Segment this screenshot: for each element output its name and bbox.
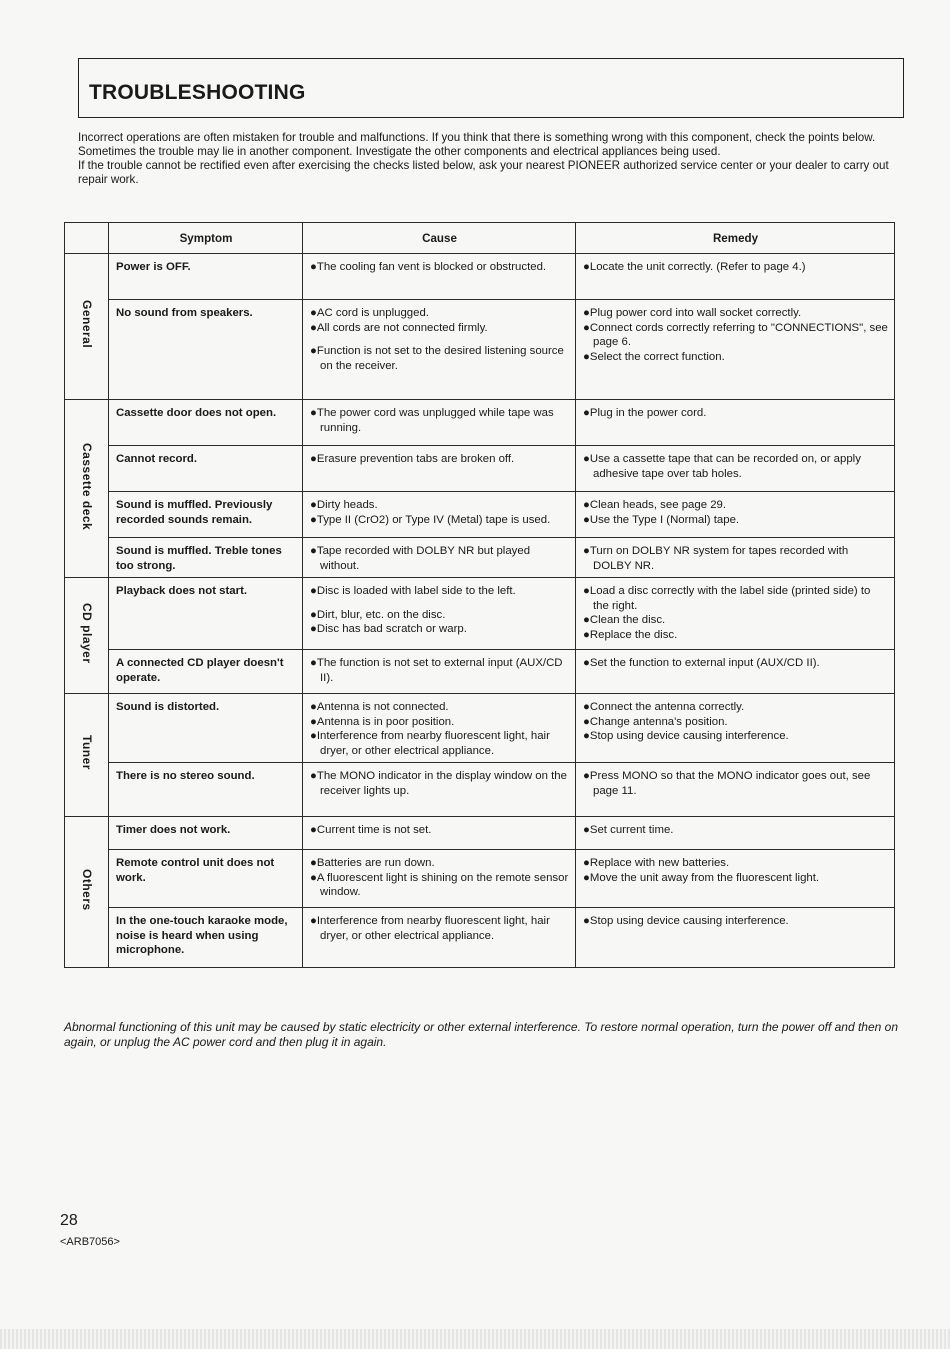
category-cell xyxy=(65,400,109,578)
cause-item: ●Disc has bad scratch or warp. xyxy=(310,623,467,635)
remedy-cell xyxy=(576,300,895,400)
table-row xyxy=(65,694,895,763)
remedy-item: ●Stop using device causing interference. xyxy=(583,730,789,742)
category-label: Others xyxy=(79,868,94,911)
table-row xyxy=(65,492,895,538)
cause-item: ●Dirty heads. xyxy=(310,499,378,511)
category-cell xyxy=(65,254,109,400)
header-cause: Cause xyxy=(303,223,576,254)
remedy-item: ●Change antenna's position. xyxy=(583,715,728,728)
document-code: <ARB7056> xyxy=(60,1236,120,1248)
category-cell xyxy=(65,817,109,968)
remedy-cell xyxy=(576,578,895,650)
remedy-cell xyxy=(576,850,895,908)
symptom-cell: Power is OFF. xyxy=(109,254,303,300)
cause-item: ●A fluorescent light is shining on the remote sensor window. xyxy=(310,871,569,898)
cause-item: ●Interference from nearby fluorescent light, hair dryer, or other electrical appliance. xyxy=(310,730,550,757)
remedy-cell xyxy=(576,650,895,694)
cause-item: ●Antenna is not connected. xyxy=(310,701,449,713)
remedy-cell xyxy=(576,538,895,578)
remedy-cell xyxy=(576,694,895,763)
cause-cell xyxy=(303,850,576,908)
page-number: 28 xyxy=(60,1212,78,1229)
cause-cell xyxy=(303,763,576,817)
cause-item: ●Dirt, blur, etc. on the disc. xyxy=(310,608,446,621)
scan-artifact-strip xyxy=(0,1329,950,1349)
header-remedy: Remedy xyxy=(576,223,895,254)
remedy-item: ●Clean the disc. xyxy=(583,614,666,626)
remedy-item: ●Press MONO so that the MONO indicator goes out, see page 11. xyxy=(583,770,871,797)
symptom-cell: Timer does not work. xyxy=(109,817,303,850)
cause-item: ●Tape recorded with DOLBY NR but played without. xyxy=(310,545,531,572)
symptom-cell: Cassette door does not open. xyxy=(109,400,303,446)
remedy-item: ●Use the Type I (Normal) tape. xyxy=(583,513,740,526)
symptom-cell: A connected CD player doesn't operate. xyxy=(109,650,303,694)
cause-item: ●All cords are not connected firmly. xyxy=(310,321,488,334)
page-title: TROUBLESHOOTING xyxy=(89,81,306,104)
remedy-item: ●Select the correct function. xyxy=(583,350,725,363)
cause-cell xyxy=(303,817,576,850)
category-label: CD player xyxy=(79,602,94,664)
cause-cell xyxy=(303,400,576,446)
symptom-cell: Sound is muffled. Treble tones too strong. xyxy=(109,538,303,578)
cause-cell xyxy=(303,492,576,538)
remedy-item: ●Set current time. xyxy=(583,824,674,836)
table-row xyxy=(65,538,895,578)
remedy-cell xyxy=(576,817,895,850)
symptom-cell: No sound from speakers. xyxy=(109,300,303,400)
table-row xyxy=(65,300,895,400)
remedy-item: ●Stop using device causing interference. xyxy=(583,915,789,927)
category-cell xyxy=(65,694,109,817)
remedy-item: ●Plug in the power cord. xyxy=(583,407,707,419)
cause-item: ●Current time is not set. xyxy=(310,824,432,836)
remedy-item: ●Plug power cord into wall socket correctly. xyxy=(583,307,802,319)
remedy-cell xyxy=(576,763,895,817)
cause-cell xyxy=(303,254,576,300)
troubleshooting-table xyxy=(64,222,895,968)
remedy-item: ●Move the unit away from the fluorescent light. xyxy=(583,871,820,884)
cause-item: ●Disc is loaded with label side to the left. xyxy=(310,585,516,597)
cause-cell xyxy=(303,538,576,578)
cause-item: ●Interference from nearby fluorescent light, hair dryer, or other electrical appliance. xyxy=(310,915,550,942)
cause-item: ●The MONO indicator in the display window on the receiver lights up. xyxy=(310,770,567,797)
symptom-cell: Remote control unit does not work. xyxy=(109,850,303,908)
cause-item: ●AC cord is unplugged. xyxy=(310,307,429,319)
remedy-cell xyxy=(576,254,895,300)
cause-item: ●Erasure prevention tabs are broken off. xyxy=(310,453,515,465)
intro-paragraph: If the trouble cannot be rectified even after exercising the checks listed below, ask your nearest PIONEER authorized service center or your dealer to carry out repair work. xyxy=(78,159,889,186)
header-category xyxy=(65,223,109,254)
cause-item: ●The cooling fan vent is blocked or obstructed. xyxy=(310,261,547,273)
table-row xyxy=(65,763,895,817)
symptom-cell: There is no stereo sound. xyxy=(109,763,303,817)
table-row xyxy=(65,578,895,650)
remedy-item: ●Turn on DOLBY NR system for tapes recorded with DOLBY NR. xyxy=(583,545,849,572)
category-label: Tuner xyxy=(79,735,94,771)
table-row xyxy=(65,817,895,850)
remedy-cell xyxy=(576,492,895,538)
header-symptom: Symptom xyxy=(109,223,303,254)
remedy-item: ●Use a cassette tape that can be recorded on, or apply adhesive tape over tab holes. xyxy=(583,453,861,480)
table-body xyxy=(65,254,895,968)
cause-cell xyxy=(303,446,576,492)
symptom-cell: Sound is muffled. Previously recorded sounds remain. xyxy=(109,492,303,538)
remedy-item: ●Clean heads, see page 29. xyxy=(583,499,727,511)
cause-item: ●Function is not set to the desired listening source on the receiver. xyxy=(310,345,564,372)
cause-item: ●Type II (CrO2) or Type IV (Metal) tape is used. xyxy=(310,513,551,526)
cause-cell xyxy=(303,694,576,763)
table-header-row xyxy=(65,223,895,254)
cause-item: ●Antenna is in poor position. xyxy=(310,715,455,728)
category-label: General xyxy=(79,300,94,349)
cause-cell xyxy=(303,650,576,694)
table-row xyxy=(65,908,895,968)
category-label: Cassette deck xyxy=(79,442,94,530)
cause-item: ●Batteries are run down. xyxy=(310,857,435,869)
table-row xyxy=(65,650,895,694)
intro-paragraph: Incorrect operations are often mistaken for trouble and malfunctions. If you think that there is something wrong with this component, check the points below. Sometimes the trouble may lie in another component. Investigate the other components and electrical appliances being used. xyxy=(78,131,876,158)
remedy-item: ●Set the function to external input (AUX/CD II). xyxy=(583,657,820,669)
cause-cell xyxy=(303,300,576,400)
remedy-item: ●Replace the disc. xyxy=(583,628,678,641)
remedy-cell xyxy=(576,908,895,968)
table-row xyxy=(65,400,895,446)
table-row xyxy=(65,850,895,908)
cause-cell xyxy=(303,578,576,650)
remedy-item: ●Locate the unit correctly. (Refer to page 4.) xyxy=(583,261,806,273)
table-row xyxy=(65,446,895,492)
abnormal-functioning-note: Abnormal functioning of this unit may be caused by static electricity or other external interference. To restore normal operation, turn the power off and then on again, or unplug the AC power cord and then plug it in again. xyxy=(64,1020,899,1049)
category-cell xyxy=(65,578,109,694)
remedy-item: ●Replace with new batteries. xyxy=(583,857,730,869)
remedy-cell xyxy=(576,446,895,492)
remedy-cell xyxy=(576,400,895,446)
symptom-cell: Sound is distorted. xyxy=(109,694,303,763)
table-row xyxy=(65,254,895,300)
remedy-item: ●Connect cords correctly referring to "CONNECTIONS", see page 6. xyxy=(583,321,888,348)
remedy-item: ●Connect the antenna correctly. xyxy=(583,701,745,713)
title-box xyxy=(78,58,904,118)
cause-item: ●The function is not set to external input (AUX/CD II). xyxy=(310,657,563,684)
cause-item: ●The power cord was unplugged while tape was running. xyxy=(310,407,554,434)
intro-text xyxy=(78,131,906,187)
cause-cell xyxy=(303,908,576,968)
remedy-item: ●Load a disc correctly with the label side (printed side) to the right. xyxy=(583,585,871,612)
symptom-cell: Cannot record. xyxy=(109,446,303,492)
symptom-cell: Playback does not start. xyxy=(109,578,303,650)
symptom-cell: In the one-touch karaoke mode, noise is heard when using microphone. xyxy=(109,908,303,968)
